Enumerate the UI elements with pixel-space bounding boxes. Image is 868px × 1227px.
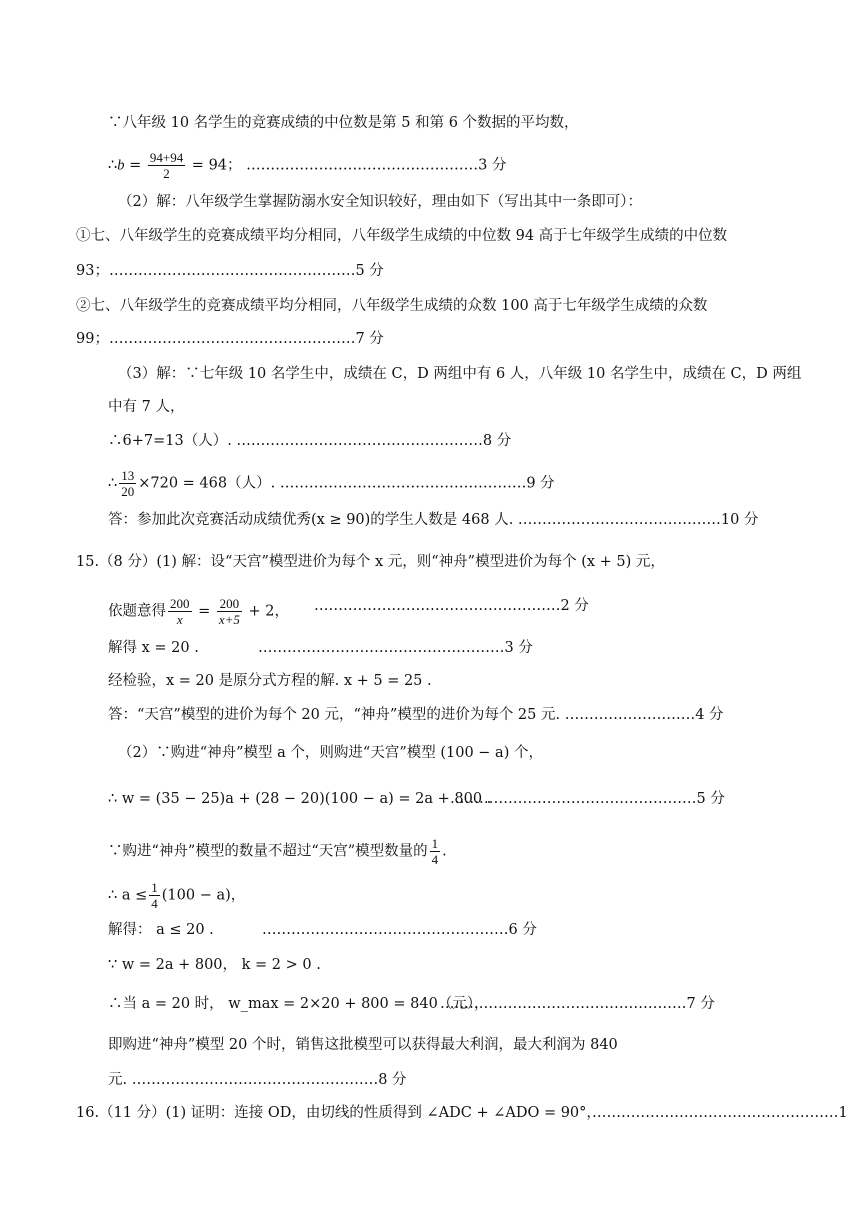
leader-dots: ……………………………………………5 分	[450, 791, 725, 807]
leader-dots: ……………………………………………3 分	[258, 640, 533, 656]
fraction-numerator: 94+94	[149, 150, 184, 165]
leader-dots: ……………………………………………7 分	[440, 996, 715, 1012]
result: = 94；	[187, 157, 242, 174]
text-line: ①七、八年级学生的竞赛成绩平均分相同，八年级学生成绩的中位数 94 高于七年级学生成绩的中位数	[76, 228, 728, 244]
text-line: 99；……………………………………………7 分	[76, 331, 384, 347]
text-line: ②七、八年级学生的竞赛成绩平均分相同，八年级学生成绩的众数 100 高于七年级学生成绩的众数	[76, 298, 708, 314]
equation-line	[108, 836, 447, 867]
text-line: 即购进“神舟”模型 20 个时，销售这批模型可以获得最大利润，最大利润为 840	[108, 1037, 618, 1053]
fraction	[217, 596, 242, 627]
equation-line	[108, 880, 245, 911]
fraction-numerator: 200	[170, 596, 190, 611]
text-line: ∴6+7=13（人）. ……………………………………………8 分	[108, 433, 512, 449]
leader-dots: …………………………………………	[246, 157, 479, 174]
equation-line: ∴当 a = 20 时， w_max = 2×20 + 800 = 840（元），	[108, 996, 489, 1012]
equation-label: ∴ a ≤	[108, 887, 148, 904]
variable: b	[117, 157, 125, 174]
fraction-numerator: 1	[431, 836, 439, 851]
leader-dots: ……………………………………………6 分	[262, 922, 537, 938]
therefore-symbol: ∴	[108, 475, 118, 492]
fraction-numerator: 13	[121, 468, 135, 483]
text-line: 答：参加此次竞赛活动成绩优秀(x ≥ 90)的学生人数是 468 人. ……………………………………10 分	[108, 512, 759, 528]
equation-line: ∵ w = 2a + 800， k = 2 > 0 .	[108, 957, 321, 973]
fraction-denominator: x	[176, 612, 183, 627]
equation-label: ∵购进“神舟”模型的数量不超过“天宫”模型数量的	[108, 843, 428, 860]
fraction-denominator: 20	[121, 484, 135, 499]
text-line: 元. ……………………………………………8 分	[108, 1072, 407, 1088]
equation-line	[108, 596, 289, 627]
equation-line	[108, 150, 506, 181]
fraction-denominator: 4	[151, 896, 158, 911]
fraction	[149, 880, 160, 911]
equation-rest: (100 − a)，	[161, 887, 246, 904]
equation-rest: + 2，	[243, 603, 290, 620]
equation-label: 依题意得	[108, 603, 166, 620]
fraction	[119, 468, 136, 499]
question-heading: 16.（11 分）(1) 证明：连接 OD，由切线的性质得到 ∠ADC + ∠ADO = 90°，	[76, 1105, 601, 1121]
equation-line: ∴ w = (35 − 25)a + (28 − 20)(100 − a) = 2a + 800 .	[108, 791, 492, 807]
equals: =	[124, 157, 146, 174]
fraction	[430, 836, 441, 867]
question-heading: 15.（8 分）(1) 解：设“天宫”模型进价为每个 x 元，则“神舟”模型进价为每个 (x + 5) 元，	[76, 554, 665, 570]
leader-dots: ……………………………………………2 分	[314, 598, 589, 614]
text-line: 解得 x = 20 .	[108, 640, 199, 656]
text-line: （2）解：八年级学生掌握防溺水安全知识较好，理由如下（写出其中一条即可）：	[118, 194, 642, 210]
fraction	[168, 596, 192, 627]
text-line: 解得： a ≤ 20 .	[108, 922, 214, 938]
fraction-numerator: 1	[151, 880, 158, 895]
score: 3 分	[478, 157, 507, 174]
leader-dots: ……………………………………………1	[592, 1105, 848, 1121]
text-line: 中有 7 人，	[108, 399, 185, 415]
equals: =	[193, 603, 215, 620]
fraction-denominator: 2	[163, 166, 170, 181]
therefore-symbol: ∴	[108, 157, 118, 174]
fraction-denominator: x+5	[218, 612, 240, 627]
text-line: （2）∵购进“神舟”模型 a 个，则购进“天宫”模型 (100 − a) 个，	[118, 745, 543, 761]
text-line: （3）解：∵七年级 10 名学生中，成绩在 C，D 两组中有 6 人，八年级 10 名学生中，成绩在 C，D 两组	[118, 366, 802, 382]
fraction-numerator: 200	[217, 596, 242, 612]
text-line: ∵八年级 10 名学生的竞赛成绩的中位数是第 5 和第 6 个数据的平均数，	[108, 115, 579, 131]
fraction	[148, 150, 185, 181]
fraction-denominator: 4	[431, 852, 439, 867]
text-line: 经检验，x = 20 是原分式方程的解. x + 5 = 25 .	[108, 673, 432, 689]
text-line: 93；……………………………………………5 分	[76, 263, 384, 279]
equation-rest: ×720 = 468（人）. ……………………………………………9 分	[138, 475, 555, 492]
equation-line	[108, 468, 555, 499]
equation-rest: .	[442, 843, 447, 860]
text-line: 答：“天宫”模型的进价为每个 20 元，“神舟”模型的进价为每个 25 元. ………………………4 分	[108, 707, 724, 723]
